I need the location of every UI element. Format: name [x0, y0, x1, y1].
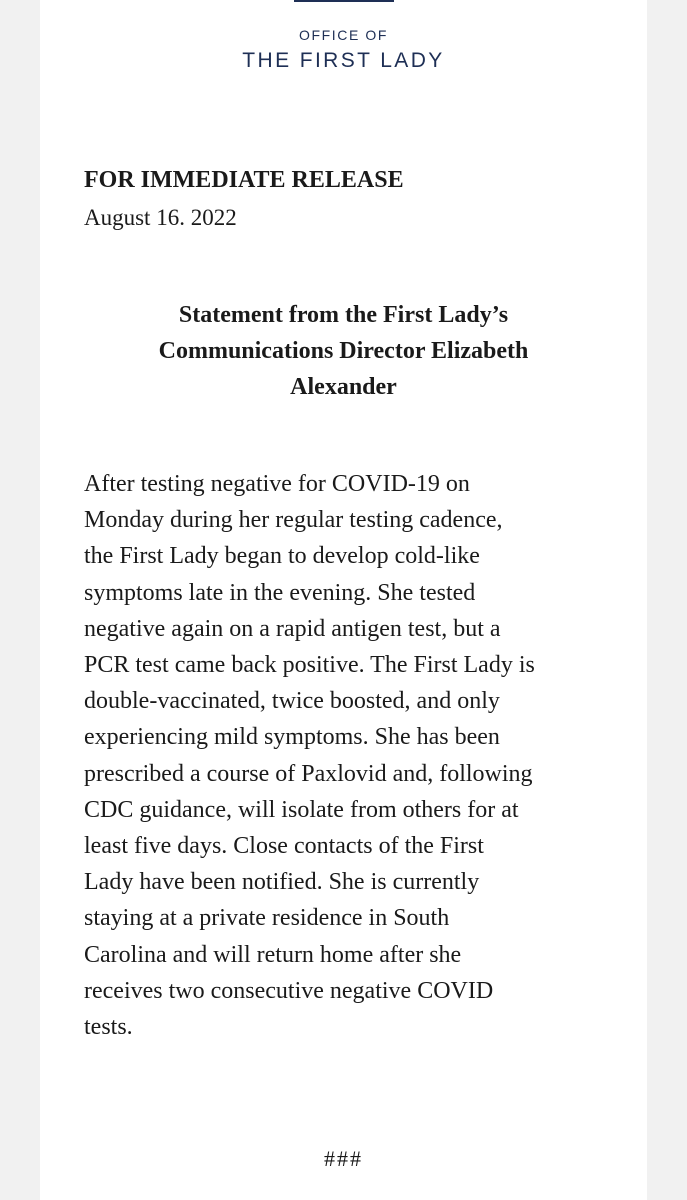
statement-title [90, 297, 597, 405]
office-name-label: THE FIRST LADY [242, 49, 445, 72]
office-of-label: OFFICE OF [298, 27, 389, 43]
body-line: staying at a private residence in South [84, 905, 450, 932]
body-line: least five days. Close contacts of the First [84, 833, 484, 860]
press-release-page [40, 0, 647, 1200]
title-line: Communications Director Elizabeth [158, 338, 529, 364]
body-line: negative again on a rapid antigen test, but a [84, 615, 501, 642]
statement-body [84, 466, 624, 1045]
release-date: August 16. 2022 [84, 205, 237, 230]
release-label: FOR IMMEDIATE RELEASE [84, 167, 404, 193]
body-line: Lady have been notified. She is currently [84, 869, 480, 896]
body-line: Monday during her regular testing cadence, [84, 507, 503, 534]
body-line: symptoms late in the evening. She tested [84, 579, 476, 606]
body-line: receives two consecutive negative COVID [84, 977, 494, 1004]
title-line: Alexander [290, 374, 397, 400]
body-line: experiencing mild symptoms. She has been [84, 724, 500, 751]
body-line: tests. [84, 1014, 133, 1041]
title-line: Statement from the First Lady’s [178, 302, 509, 328]
header-rule [294, 0, 394, 2]
body-line: prescribed a course of Paxlovid and, following [84, 760, 533, 787]
body-line: double-vaccinated, twice boosted, and only [84, 688, 500, 715]
body-line: the First Lady began to develop cold-like [84, 543, 480, 570]
body-line: After testing negative for COVID-19 on [84, 471, 470, 497]
end-mark: ### [324, 1146, 363, 1171]
body-line: Carolina and will return home after she [84, 941, 462, 968]
body-line: CDC guidance, will isolate from others for at [84, 796, 519, 823]
body-line: PCR test came back positive. The First Lady is [84, 652, 535, 679]
